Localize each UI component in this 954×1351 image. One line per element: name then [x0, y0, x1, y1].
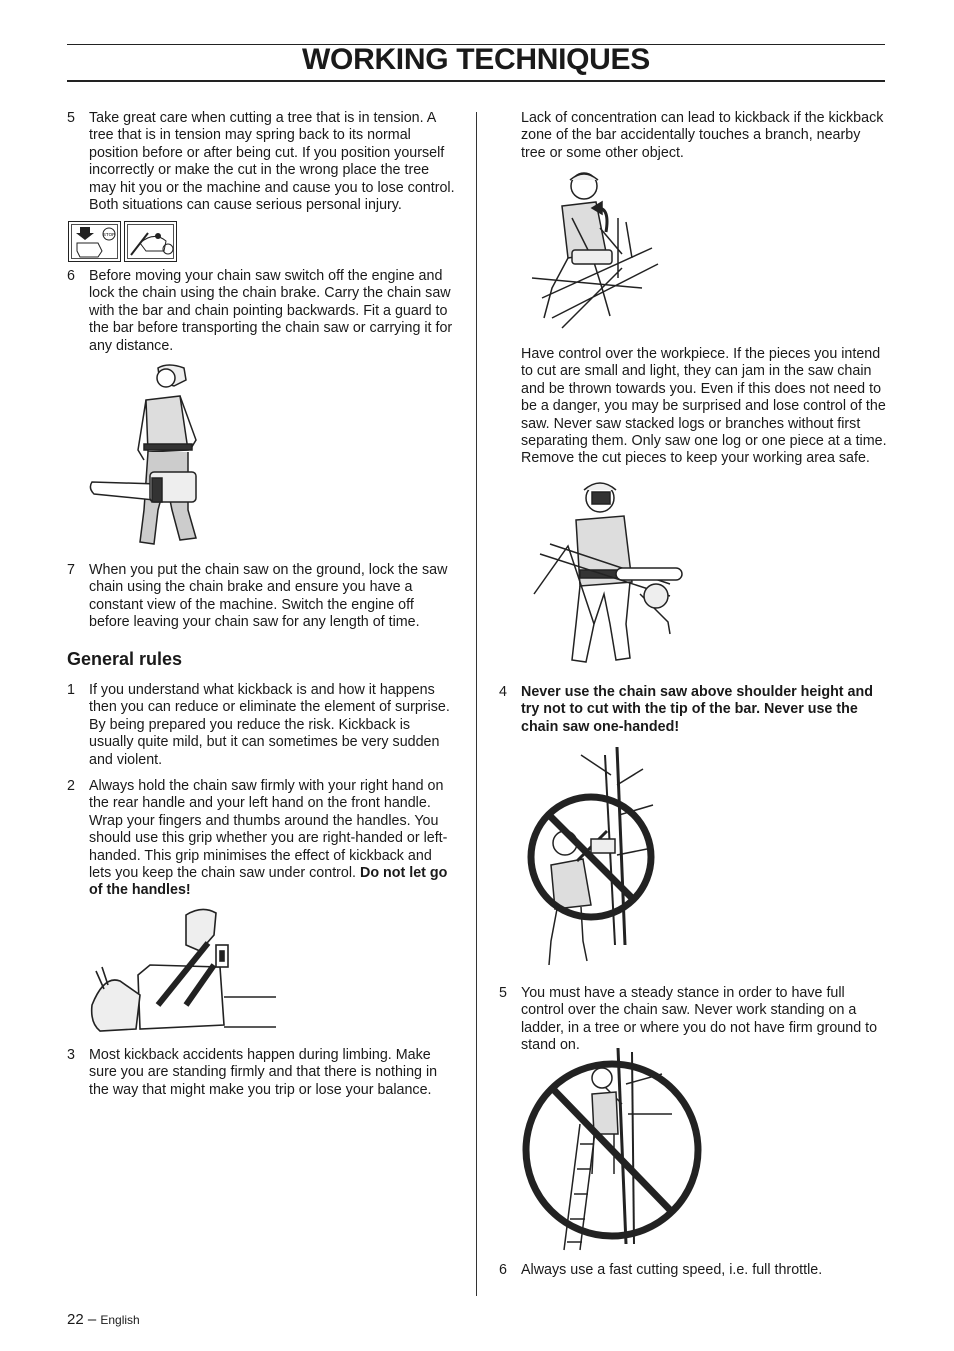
- column-divider: [476, 112, 477, 1296]
- item-number: 4: [499, 684, 507, 700]
- item-number: 3: [67, 1047, 75, 1063]
- footer-language: English: [100, 1313, 140, 1327]
- figure-above-shoulder-prohibited: [521, 745, 661, 975]
- item-number: 6: [67, 268, 75, 284]
- paragraph-workpiece: Have control over the workpiece. If the pieces you intend to cut are small and light, they can jam in the saw chain and be thrown towards you. Even if this does not need to be a danger, you may be surprised and lose control of the saw. Never saw stacked logs or branches without first separating them. Only saw one log or one piece at a time. Remove the cut pieces to keep your working area safe.: [521, 346, 887, 467]
- page-footer: [67, 1311, 140, 1328]
- item-text-bold: Never use the chain saw above shoulder height and try not to cut with the tip of the bar. Never use the chain saw one-handed!: [521, 684, 873, 735]
- item-text: When you put the chain saw on the ground, lock the saw chain using the chain brake and ensure you have a constant view of the machine. Switch the engine off before leaving your chain saw for any length of time.: [89, 562, 448, 631]
- section-heading-general-rules: General rules: [67, 649, 183, 669]
- page-title: WORKING TECHNIQUES: [302, 43, 650, 76]
- item-text: Before moving your chain saw switch off the engine and lock the chain using the chain brake. Carry the chain saw with the bar and chain pointing backwards. Fit a guard to the bar before transporting the chain saw or carrying it for any distance.: [89, 268, 453, 354]
- paragraph-concentration: Lack of concentration can lead to kickback if the kickback zone of the bar accidentally touches a branch, nearby tree or some other object.: [521, 110, 884, 161]
- item-number: 7: [67, 562, 75, 578]
- item-text: If you understand what kickback is and how it happens then you can reduce or eliminate the element of surprise. By being prepared you reduce the risk. Kickback is usually quite mild, but it can sometimes be very sudden and violent.: [89, 682, 450, 768]
- warning-icons: [68, 221, 180, 263]
- item-text-bold: Do not let go of the handles!: [89, 865, 448, 899]
- item-text-regular: Always hold the chain saw firmly with your right hand on the rear handle and your left hand on the front handle. Wrap your fingers and thumbs around the handles. You should use this grip whether you are right-handed or left-handed. This grip minimises the effect of kickback and lets you keep the chain saw under control.: [89, 778, 448, 882]
- item-text: Always use a fast cutting speed, i.e. full throttle.: [521, 1262, 823, 1278]
- item-text: You must have a steady stance in order to have full control over the chain saw. Never work standing on a ladder, in a tree or where you do not have firm ground to stand on.: [521, 985, 878, 1054]
- figure-hand-grip: [90, 905, 280, 1035]
- page-number: 22 –: [67, 1311, 97, 1328]
- figure-sawhorse-cutting: [520, 474, 695, 670]
- header-bottom-rule: [67, 80, 885, 82]
- figure-ladder-prohibited: [522, 1044, 704, 1254]
- item-number: 6: [499, 1262, 507, 1278]
- item-text: Most kickback accidents happen during limbing. Make sure you are standing firmly and that there is nothing in the way that might make you trip or lose your balance.: [89, 1047, 438, 1098]
- item-number: 5: [499, 985, 507, 1001]
- item-number: 2: [67, 778, 75, 794]
- item-number: 1: [67, 682, 75, 698]
- item-text: Take great care when cutting a tree that is in tension. A tree that is in tension may spring back to its normal position before or after being cut. If you position yourself incorrectly or make the cut in the wrong place the tree may hit you or the machine and cause you to lose control. Both situations can cause serious personal injury.: [89, 110, 455, 214]
- item-number: 5: [67, 110, 75, 126]
- item-text: [89, 778, 455, 900]
- figure-carrying-chain-saw: [88, 360, 208, 552]
- figure-kickback-branches: [522, 168, 662, 334]
- svg-text:STOP: STOP: [102, 232, 116, 237]
